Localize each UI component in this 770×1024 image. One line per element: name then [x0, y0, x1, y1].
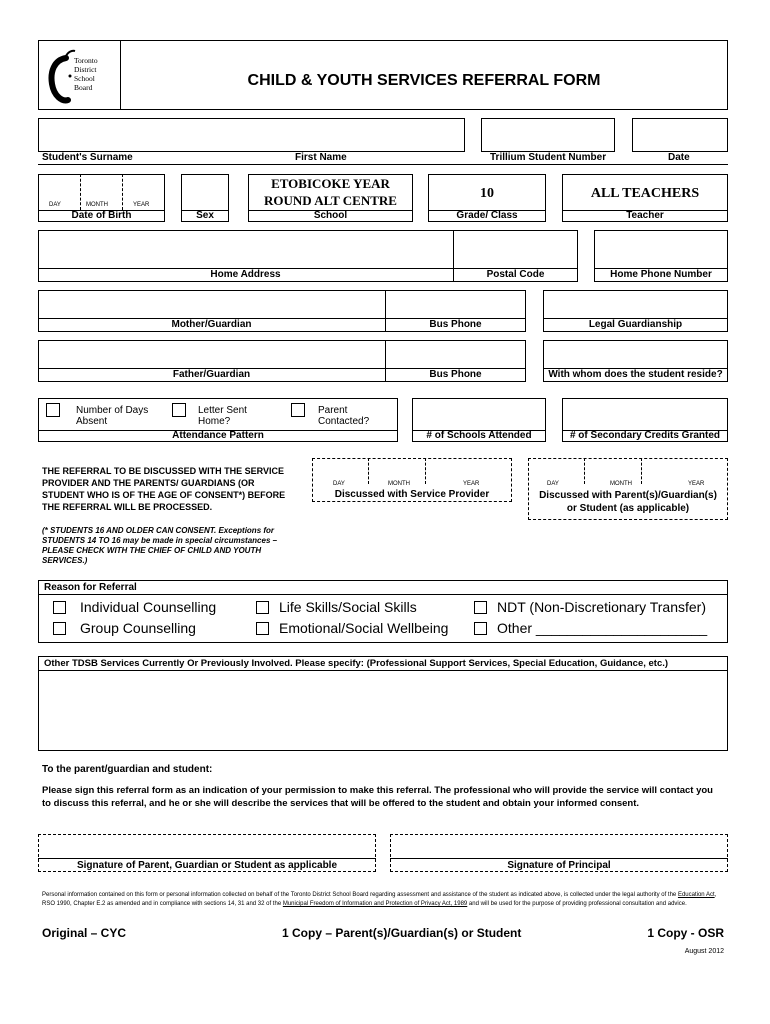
other-services-heading: Other TDSB Services Currently Or Previously Involved. Please specify: (Professional Support Services, Special Education, Guidance, etc.): [44, 658, 669, 669]
other-label: Other ______________________: [497, 620, 708, 636]
principal-signature-label: Signature of Principal: [507, 860, 611, 871]
emotional-wellbeing-label: Emotional/Social Wellbeing: [279, 620, 449, 636]
parent-discussion-line: or Student (as applicable): [566, 503, 690, 514]
trillium-label: Trillium Student Number: [490, 152, 607, 163]
letter-sent-label: [198, 405, 247, 427]
parent-month: MONTH: [610, 481, 632, 487]
parent-day: DAY: [547, 481, 559, 487]
parent-contacted-line: Contacted?: [318, 416, 370, 427]
parent-discussion-line: Discussed with Parent(s)/Guardian(s): [539, 490, 717, 501]
dob-divider: [80, 174, 81, 210]
group-counselling-label: Group Counselling: [80, 620, 196, 636]
date-field[interactable]: [632, 118, 728, 152]
education-act-link[interactable]: Education Act: [677, 892, 715, 898]
parent-copy-label: 1 Copy – Parent(s)/Guardian(s) or Student: [282, 926, 522, 940]
mother-label: Mother/Guardian: [171, 319, 252, 330]
teacher-value: ALL TEACHERS: [590, 186, 700, 201]
bus-phone-label: Bus Phone: [429, 319, 482, 330]
tdsb-logo: [44, 48, 116, 104]
days-absent-checkbox[interactable]: [46, 403, 60, 417]
ndt-checkbox[interactable]: [474, 601, 487, 614]
school-label: School: [313, 210, 348, 221]
home-phone-label: Home Phone Number: [610, 269, 712, 280]
first-name-label: First Name: [295, 152, 347, 163]
letter-sent-checkbox[interactable]: [172, 403, 186, 417]
days-absent-line: Absent: [76, 416, 108, 427]
ndt-label: NDT (Non-Discretionary Transfer): [497, 599, 707, 615]
reason-heading: Reason for Referral: [44, 582, 137, 593]
provider-year: YEAR: [463, 481, 480, 487]
school-value: [248, 175, 413, 209]
reason-heading-line: [38, 594, 728, 595]
parent-note-body: Please sign this referral form as an indication of your permission to make this referral. The professional who will provide the service will contact you to discuss this referral, and he or she will describe the services that will be offered to the student and obtain your informed consent.: [42, 785, 713, 809]
individual-counselling-label: Individual Counselling: [80, 599, 217, 615]
logo-line: Toronto: [74, 56, 98, 65]
dob-month: MONTH: [86, 202, 108, 208]
attendance-pattern-label: Attendance Pattern: [172, 430, 264, 441]
privacy-text: , RSO 1990, Chapter E.2 as amended and in compliance with sections 14, 31 and 32 of the: [42, 892, 717, 907]
life-skills-label: Life Skills/Social Skills: [279, 599, 417, 615]
individual-counselling-checkbox[interactable]: [53, 601, 66, 614]
date-label: Date: [668, 152, 690, 163]
dob-divider: [122, 174, 123, 210]
life-skills-checkbox[interactable]: [256, 601, 269, 614]
dob-label: Date of Birth: [71, 210, 132, 221]
father-label: Father/Guardian: [172, 369, 251, 380]
parent-signature-line: [38, 858, 376, 859]
letter-sent-line: Home?: [198, 416, 231, 427]
sex-label: Sex: [196, 210, 214, 221]
parent-note-to: To the parent/guardian and student:: [42, 764, 213, 775]
provider-month: MONTH: [388, 481, 410, 487]
consent-note: (* STUDENTS 16 AND OLDER CAN CONSENT. Exceptions for STUDENTS 14 TO 16 may be made in special circumstances – PLEASE CHECK WITH THE CHIEF OF CHILD AND YOUTH SERVICES.): [42, 526, 278, 565]
form-title: CHILD & YOUTH SERVICES REFERRAL FORM: [247, 72, 601, 89]
parent-date-divider: [584, 458, 585, 484]
legal-guardianship-label: Legal Guardianship: [588, 319, 683, 330]
other-checkbox[interactable]: [474, 622, 487, 635]
home-address-label: Home Address: [210, 269, 281, 280]
credits-granted-label: # of Secondary Credits Granted: [569, 430, 721, 441]
days-absent-line: Number of Days: [76, 405, 149, 416]
group-counselling-checkbox[interactable]: [53, 622, 66, 635]
logo-line: District: [74, 65, 97, 74]
teacher-label: Teacher: [626, 210, 664, 221]
logo-line: School: [74, 74, 95, 83]
surname-label: Student's Surname: [42, 152, 133, 163]
privacy-text: and will be used for the purpose of providing professional consultation and advice.: [467, 901, 687, 907]
principal-signature-line: [390, 858, 728, 859]
trillium-number-field[interactable]: [481, 118, 615, 152]
postal-code-label: Postal Code: [486, 269, 545, 280]
provider-date-divider: [368, 458, 369, 484]
other-services-heading-line: [38, 670, 728, 671]
service-provider-label: Discussed with Service Provider: [334, 489, 490, 500]
dob-year: YEAR: [133, 202, 150, 208]
emotional-wellbeing-checkbox[interactable]: [256, 622, 269, 635]
parent-contacted-checkbox[interactable]: [291, 403, 305, 417]
days-absent-label: [76, 405, 148, 427]
parent-contacted-label: [318, 405, 369, 427]
form-date: August 2012: [684, 948, 724, 955]
grade-label: Grade/ Class: [456, 210, 518, 221]
provider-day: DAY: [333, 481, 345, 487]
parent-discussion-label: [528, 489, 728, 515]
row1-underline: [38, 164, 728, 165]
student-name-field[interactable]: [38, 118, 465, 152]
original-copy-label: Original – CYC: [42, 926, 127, 940]
privacy-text: Personal information contained on this form or personal information collected on behalf of the Toronto District School Board regarding assessment and assistance of the student as indicated above, is collected under the legal authority of the: [42, 892, 678, 898]
privacy-act-link[interactable]: Municipal Freedom of Information and Protection of Privacy Act, 1989: [282, 901, 468, 907]
parent-year: YEAR: [688, 481, 705, 487]
letter-sent-line: Letter Sent: [198, 405, 247, 416]
school-value-line: ETOBICOKE YEAR: [271, 176, 390, 191]
schools-attended-label: # of Schools Attended: [426, 430, 532, 441]
logo-line: Board: [74, 83, 93, 92]
privacy-statement: [42, 891, 728, 909]
parent-contacted-line: Parent: [318, 405, 348, 416]
parent-signature-label: Signature of Parent, Guardian or Student as applicable: [76, 860, 338, 871]
parent-date-divider: [641, 458, 642, 484]
reside-label: With whom does the student reside?: [548, 369, 723, 380]
provider-date-divider: [425, 458, 426, 484]
dob-day: DAY: [49, 202, 61, 208]
school-value-line: ROUND ALT CENTRE: [264, 193, 397, 208]
osr-copy-label: 1 Copy - OSR: [647, 926, 724, 940]
bus-phone-label: Bus Phone: [429, 369, 482, 380]
grade-value: 10: [480, 186, 494, 201]
consent-heading: THE REFERRAL TO BE DISCUSSED WITH THE SERVICE PROVIDER AND THE PARENTS/ GUARDIANS (OR STUDENT WHO IS OF THE AGE OF CONSENT*) BEFORE THE REFERRAL WILL BE PROCESSED.: [42, 466, 286, 512]
